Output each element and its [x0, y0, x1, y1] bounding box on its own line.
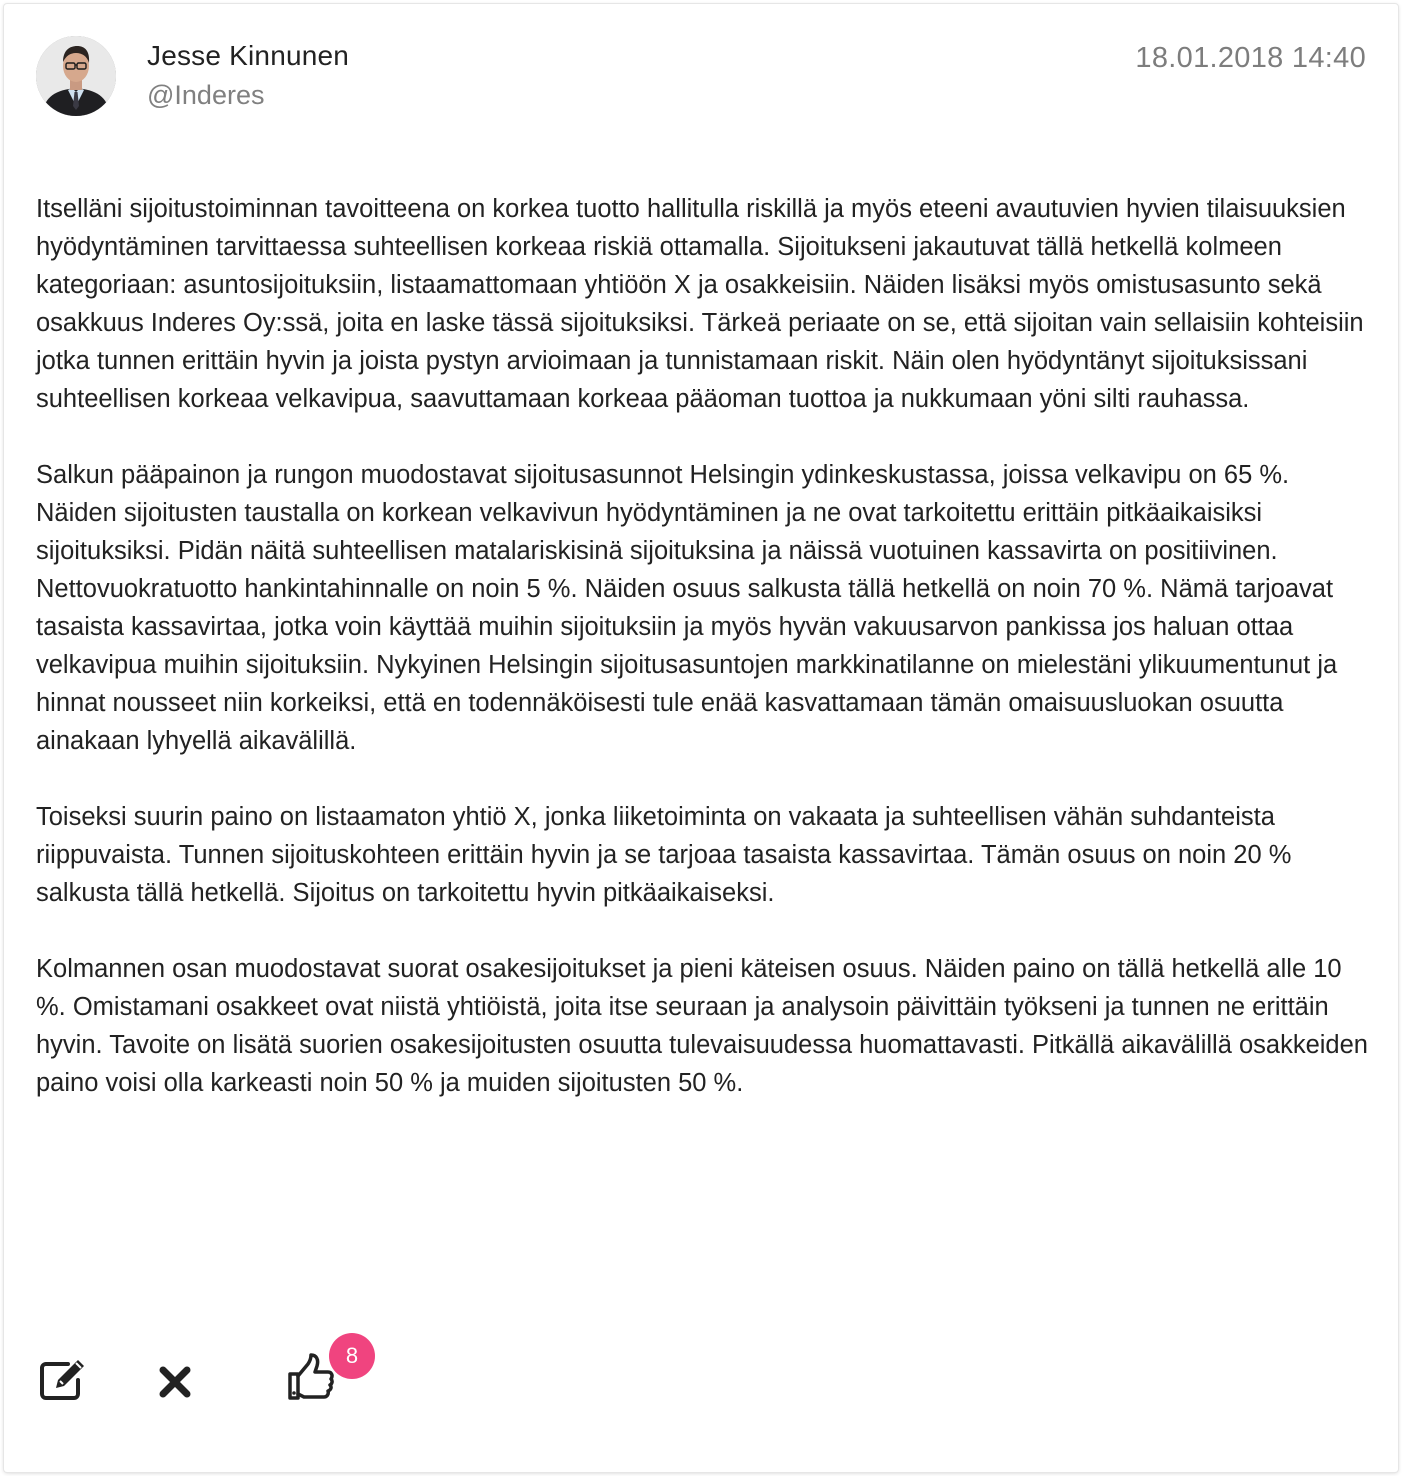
post-paragraph: Kolmannen osan muodostavat suorat osakesijoitukset ja pieni käteisen osuus. Näiden paino on tällä hetkellä alle 10 %. Omistamani osakkeet ovat niistä yhtiöistä, joita itse seuraan ja analysoin päivittäin työkseni ja tunnen ne erittäin hyvin. Tavoite on lisätä suorien osakesijoitusten osuutta tulevaisuudessa huomattavasti. Pitkällä aikavälillä osakkeiden paino voisi olla karkeasti noin 50 % ja muiden sijoitusten 50 %. — [36, 955, 1368, 1097]
post-paragraph: Itselläni sijoitustoiminnan tavoitteena on korkea tuotto hallitulla riskillä ja myös eteeni avautuvien hyvien tilaisuuksien hyödyntäminen tarvittaessa suhteellisen korkeaa riskiä ottamalla. Sijoitukseni jakautuvat tällä hetkellä kolmeen kategoriaan: asuntosijoituksiin, listaamattomaan yhtiöön X ja osakkeisiin. Näiden lisäksi myös omistusasunto sekä osakkuus Inderes Oy:ssä, joita en laske tässä sijoituksiksi. Tärkeä periaate on se, että sijoitan vain sellaisiin kohteisiin jotka tunnen erittäin hyvin ja joista pystyn arvioimaan ja tunnistamaan riskit. Näin olen hyödyntänyt sijoituksissani suhteellisen korkeaa velkavipua, saavuttamaan korkeaa pääoman tuottoa ja nukkumaan yöni silti rauhassa. — [36, 195, 1364, 413]
post-body — [36, 190, 1372, 1140]
post-paragraph: Toiseksi suurin paino on listaamaton yhtiö X, jonka liiketoiminta on vakaata ja suhteellisen vähän suhdanteista riippuvaista. Tunnen sijoituskohteen erittäin hyvin ja se tarjoaa tasaista kassavirtaa. Tämän osuus on noin 20 % salkusta tällä hetkellä. Sijoitus on tarkoitettu hyvin pitkäaikaiseksi. — [36, 803, 1292, 907]
avatar-image — [36, 36, 116, 116]
delete-button[interactable] — [157, 1364, 193, 1400]
edit-button[interactable] — [38, 1358, 88, 1402]
close-icon — [157, 1364, 193, 1400]
like-count-badge: 8 — [329, 1333, 375, 1379]
post-timestamp: 18.01.2018 14:40 — [1135, 42, 1366, 74]
edit-icon — [38, 1358, 88, 1402]
author-name[interactable]: Jesse Kinnunen — [147, 40, 350, 71]
author-handle[interactable]: @Inderes — [147, 80, 265, 110]
avatar[interactable] — [36, 36, 116, 116]
post-card — [4, 4, 1398, 1472]
post-paragraph: Salkun pääpainon ja rungon muodostavat sijoitusasunnot Helsingin ydinkeskustassa, joissa velkavipu on 65 %. Näiden sijoitusten taustalla on korkean velkavivun hyödyntäminen ja ne ovat tarkoitettu erittäin pitkäaikaisiksi sijoituksiksi. Pidän näitä suhteellisen matalariskisinä sijoituksina ja näissä vuotuinen kassavirta on positiivinen. Nettovuokratuotto hankintahinnalle on noin 5 %. Näiden osuus salkusta tällä hetkellä on noin 70 %. Nämä tarjoavat tasaista kassavirtaa, jotka voin käyttää muihin sijoituksiin ja myös hyvän vakuusarvon pankissa jos haluan ottaa velkavipua muihin sijoituksiin. Nykyinen Helsingin sijoitusasuntojen markkinatilanne on mielestäni ylikuumentunut ja hinnat nousseet niin korkeiksi, että en todennäköisesti tule enää kasvattamaan tämän omaisuusluokan osuutta ainakaan lyhyellä aikavälillä. — [36, 461, 1338, 755]
